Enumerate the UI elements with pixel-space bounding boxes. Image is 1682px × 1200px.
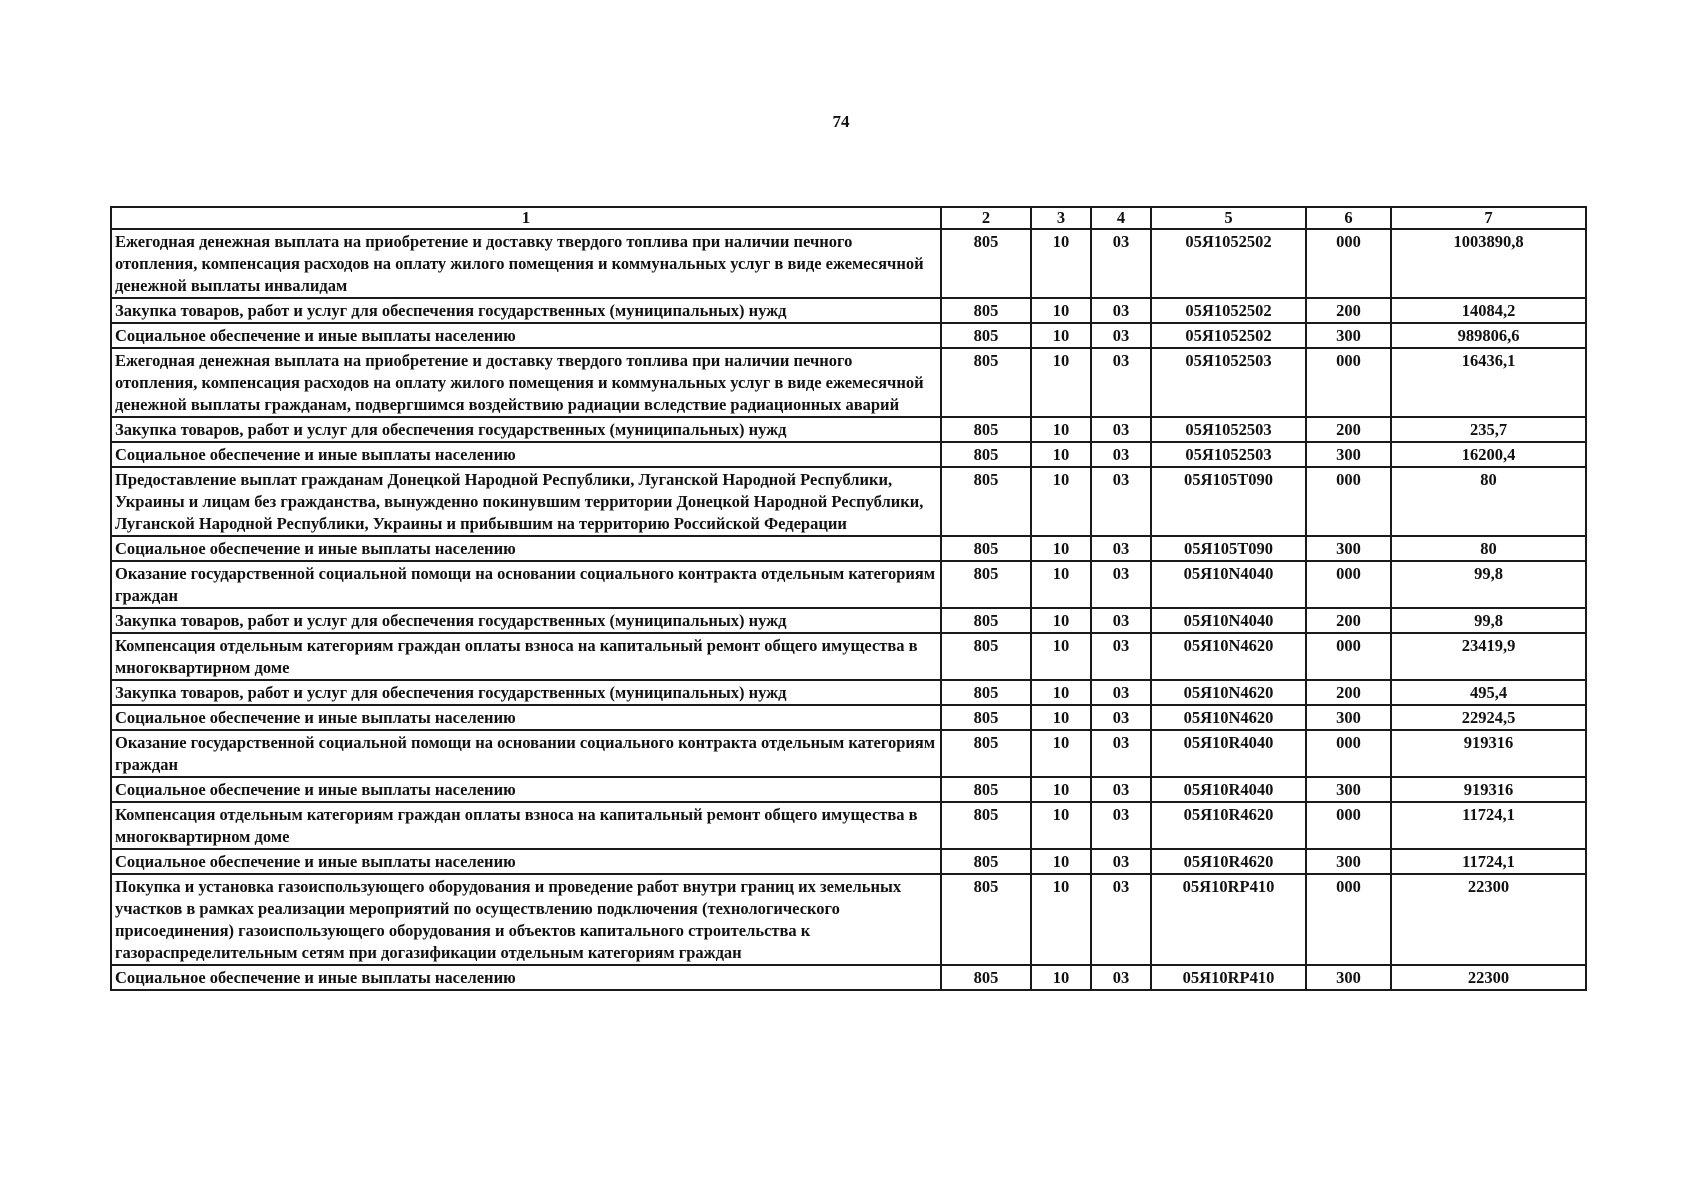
cell-expense-type-code: 200 [1306,298,1391,323]
cell-ministry-code: 805 [941,323,1031,348]
cell-ministry-code: 805 [941,442,1031,467]
cell-section-code: 10 [1031,608,1091,633]
cell-item-name: Компенсация отдельным категориям граждан оплаты взноса на капитальный ремонт общего имущества в многоквартирном доме [111,633,941,680]
cell-ministry-code: 805 [941,777,1031,802]
cell-ministry-code: 805 [941,298,1031,323]
cell-target-article-code: 05Я105Т090 [1151,536,1306,561]
cell-expense-type-code: 200 [1306,608,1391,633]
table-row [111,442,1586,467]
cell-expense-type-code: 300 [1306,323,1391,348]
table-row [111,298,1586,323]
table-row [111,417,1586,442]
table-row [111,348,1586,417]
cell-item-name: Социальное обеспечение и иные выплаты населению [111,442,941,467]
cell-target-article-code: 05Я10N4620 [1151,705,1306,730]
cell-subsection-code: 03 [1091,608,1151,633]
cell-item-name: Компенсация отдельным категориям граждан оплаты взноса на капитальный ремонт общего имущества в многоквартирном доме [111,802,941,849]
cell-section-code: 10 [1031,874,1091,965]
cell-subsection-code: 03 [1091,965,1151,990]
cell-section-code: 10 [1031,348,1091,417]
cell-ministry-code: 805 [941,965,1031,990]
cell-target-article-code: 05Я10N4040 [1151,608,1306,633]
cell-amount: 1003890,8 [1391,229,1586,298]
cell-target-article-code: 05Я10R4620 [1151,849,1306,874]
cell-expense-type-code: 300 [1306,536,1391,561]
cell-section-code: 10 [1031,467,1091,536]
table-row [111,680,1586,705]
table-header [111,207,1586,229]
header-row [111,207,1586,229]
column-header-6: 6 [1306,207,1391,229]
cell-ministry-code: 805 [941,608,1031,633]
cell-amount: 80 [1391,467,1586,536]
cell-item-name: Социальное обеспечение и иные выплаты населению [111,849,941,874]
cell-target-article-code: 05Я1052502 [1151,323,1306,348]
cell-item-name: Закупка товаров, работ и услуг для обеспечения государственных (муниципальных) нужд [111,417,941,442]
cell-ministry-code: 805 [941,417,1031,442]
cell-section-code: 10 [1031,417,1091,442]
cell-amount: 16436,1 [1391,348,1586,417]
cell-amount: 22924,5 [1391,705,1586,730]
table-row [111,323,1586,348]
cell-section-code: 10 [1031,777,1091,802]
cell-subsection-code: 03 [1091,323,1151,348]
cell-subsection-code: 03 [1091,680,1151,705]
table-row [111,849,1586,874]
cell-subsection-code: 03 [1091,777,1151,802]
cell-target-article-code: 05Я10N4620 [1151,680,1306,705]
column-header-2: 2 [941,207,1031,229]
cell-subsection-code: 03 [1091,348,1151,417]
cell-amount: 919316 [1391,730,1586,777]
cell-item-name: Оказание государственной социальной помощи на основании социального контракта отдельным категориям граждан [111,561,941,608]
cell-subsection-code: 03 [1091,874,1151,965]
cell-amount: 22300 [1391,874,1586,965]
cell-ministry-code: 805 [941,467,1031,536]
cell-amount: 99,8 [1391,561,1586,608]
cell-ministry-code: 805 [941,705,1031,730]
budget-table [110,206,1587,991]
cell-ministry-code: 805 [941,536,1031,561]
cell-expense-type-code: 000 [1306,229,1391,298]
cell-section-code: 10 [1031,849,1091,874]
cell-target-article-code: 05Я1052503 [1151,417,1306,442]
cell-expense-type-code: 200 [1306,680,1391,705]
cell-target-article-code: 05Я10N4040 [1151,561,1306,608]
cell-subsection-code: 03 [1091,849,1151,874]
cell-section-code: 10 [1031,536,1091,561]
cell-item-name: Социальное обеспечение и иные выплаты населению [111,536,941,561]
cell-expense-type-code: 000 [1306,348,1391,417]
cell-item-name: Ежегодная денежная выплата на приобретение и доставку твердого топлива при наличии печного отопления, компенсация расходов на оплату жилого помещения и коммунальных услуг в виде ежемесячной денежной выплаты гражданам, подвергшимся воздействию радиации вследствие радиационных аварий [111,348,941,417]
table-row [111,705,1586,730]
cell-expense-type-code: 300 [1306,442,1391,467]
cell-subsection-code: 03 [1091,730,1151,777]
cell-target-article-code: 05Я10R4040 [1151,730,1306,777]
cell-ministry-code: 805 [941,348,1031,417]
cell-amount: 235,7 [1391,417,1586,442]
cell-expense-type-code: 000 [1306,874,1391,965]
cell-subsection-code: 03 [1091,802,1151,849]
cell-section-code: 10 [1031,323,1091,348]
cell-target-article-code: 05Я1052503 [1151,442,1306,467]
table-row [111,730,1586,777]
cell-target-article-code: 05Я10N4620 [1151,633,1306,680]
table-row [111,561,1586,608]
cell-target-article-code: 05Я105Т090 [1151,467,1306,536]
column-header-7: 7 [1391,207,1586,229]
cell-target-article-code: 05Я10RP410 [1151,965,1306,990]
cell-target-article-code: 05Я10R4620 [1151,802,1306,849]
page-number: 74 [832,112,850,131]
cell-ministry-code: 805 [941,633,1031,680]
cell-amount: 495,4 [1391,680,1586,705]
cell-ministry-code: 805 [941,680,1031,705]
table-row [111,965,1586,990]
cell-target-article-code: 05Я1052503 [1151,348,1306,417]
cell-expense-type-code: 000 [1306,730,1391,777]
cell-section-code: 10 [1031,730,1091,777]
cell-subsection-code: 03 [1091,561,1151,608]
cell-amount: 11724,1 [1391,802,1586,849]
cell-subsection-code: 03 [1091,633,1151,680]
column-header-3: 3 [1031,207,1091,229]
cell-amount: 919316 [1391,777,1586,802]
cell-amount: 99,8 [1391,608,1586,633]
cell-expense-type-code: 300 [1306,705,1391,730]
column-header-1: 1 [111,207,941,229]
table-row [111,633,1586,680]
cell-expense-type-code: 200 [1306,417,1391,442]
cell-ministry-code: 805 [941,849,1031,874]
cell-expense-type-code: 300 [1306,849,1391,874]
table-row [111,802,1586,849]
cell-subsection-code: 03 [1091,467,1151,536]
cell-amount: 14084,2 [1391,298,1586,323]
cell-item-name: Предоставление выплат гражданам Донецкой Народной Республики, Луганской Народной Республики, Украины и лицам без гражданства, вынужденно покинувшим территории Донецкой Народной Республики, Луганской Народной Республики, Украины и прибывшим на территорию Российской Федерации [111,467,941,536]
cell-amount: 23419,9 [1391,633,1586,680]
cell-subsection-code: 03 [1091,536,1151,561]
table-row [111,229,1586,298]
cell-expense-type-code: 000 [1306,561,1391,608]
cell-item-name: Закупка товаров, работ и услуг для обеспечения государственных (муниципальных) нужд [111,680,941,705]
cell-item-name: Закупка товаров, работ и услуг для обеспечения государственных (муниципальных) нужд [111,608,941,633]
cell-item-name: Социальное обеспечение и иные выплаты населению [111,777,941,802]
cell-item-name: Покупка и установка газоиспользующего оборудования и проведение работ внутри границ их земельных участков в рамках реализации мероприятий по осуществлению подключения (технологического присоединения) газоиспользующего оборудования и объектов капитального строительства к газораспределительным сетям при догазификации отдельным категориям граждан [111,874,941,965]
cell-item-name: Социальное обеспечение и иные выплаты населению [111,323,941,348]
cell-amount: 80 [1391,536,1586,561]
column-header-4: 4 [1091,207,1151,229]
cell-subsection-code: 03 [1091,298,1151,323]
cell-ministry-code: 805 [941,730,1031,777]
cell-section-code: 10 [1031,705,1091,730]
cell-item-name: Оказание государственной социальной помощи на основании социального контракта отдельным категориям граждан [111,730,941,777]
cell-amount: 989806,6 [1391,323,1586,348]
cell-target-article-code: 05Я10RP410 [1151,874,1306,965]
cell-amount: 22300 [1391,965,1586,990]
cell-section-code: 10 [1031,633,1091,680]
cell-target-article-code: 05Я1052502 [1151,298,1306,323]
column-header-5: 5 [1151,207,1306,229]
cell-amount: 16200,4 [1391,442,1586,467]
cell-ministry-code: 805 [941,874,1031,965]
cell-target-article-code: 05Я10R4040 [1151,777,1306,802]
cell-subsection-code: 03 [1091,229,1151,298]
cell-section-code: 10 [1031,298,1091,323]
cell-expense-type-code: 300 [1306,965,1391,990]
table-body [111,229,1586,990]
cell-item-name: Социальное обеспечение и иные выплаты населению [111,965,941,990]
cell-section-code: 10 [1031,965,1091,990]
cell-expense-type-code: 000 [1306,467,1391,536]
cell-section-code: 10 [1031,442,1091,467]
cell-subsection-code: 03 [1091,417,1151,442]
cell-section-code: 10 [1031,229,1091,298]
cell-item-name: Ежегодная денежная выплата на приобретение и доставку твердого топлива при наличии печного отопления, компенсация расходов на оплату жилого помещения и коммунальных услуг в виде ежемесячной денежной выплаты инвалидам [111,229,941,298]
cell-expense-type-code: 300 [1306,777,1391,802]
cell-item-name: Закупка товаров, работ и услуг для обеспечения государственных (муниципальных) нужд [111,298,941,323]
cell-section-code: 10 [1031,680,1091,705]
table-row [111,536,1586,561]
cell-amount: 11724,1 [1391,849,1586,874]
cell-ministry-code: 805 [941,229,1031,298]
cell-subsection-code: 03 [1091,442,1151,467]
table-row [111,608,1586,633]
cell-target-article-code: 05Я1052502 [1151,229,1306,298]
table-row [111,467,1586,536]
table-row [111,874,1586,965]
cell-section-code: 10 [1031,802,1091,849]
cell-section-code: 10 [1031,561,1091,608]
table-row [111,777,1586,802]
cell-expense-type-code: 000 [1306,633,1391,680]
cell-ministry-code: 805 [941,802,1031,849]
cell-expense-type-code: 000 [1306,802,1391,849]
cell-item-name: Социальное обеспечение и иные выплаты населению [111,705,941,730]
cell-subsection-code: 03 [1091,705,1151,730]
cell-ministry-code: 805 [941,561,1031,608]
